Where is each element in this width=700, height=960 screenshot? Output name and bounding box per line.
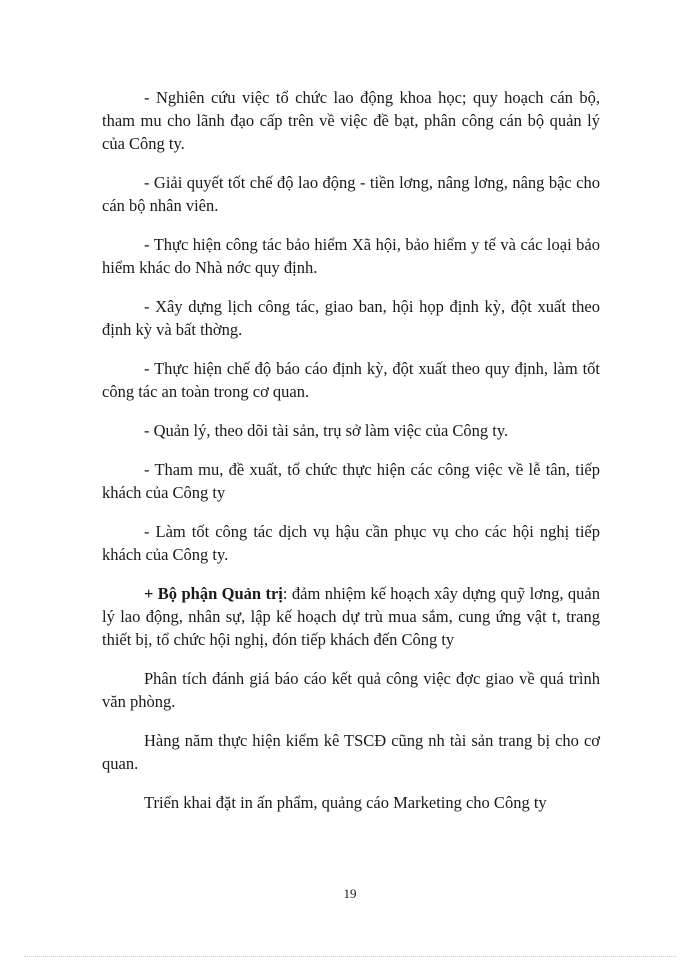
paragraph-12: Triển khai đặt in ấn phẩm, quảng cáo Marketing cho Công ty (144, 793, 547, 812)
page-number: 19 (343, 886, 357, 901)
paragraph-11: Hàng năm thực hiện kiểm kê TSCĐ cũng nh tài sản trang bị cho cơ quan. (102, 731, 600, 773)
paragraph-quantri (102, 582, 600, 651)
paragraph-8: - Làm tốt công tác dịch vụ hậu cần phục vụ cho các hội nghị tiếp khách của Công ty. (102, 522, 600, 564)
document-body (102, 86, 600, 830)
paragraph-7: - Tham mu, đề xuất, tổ chức thực hiện các công việc về lễ tân, tiếp khách của Công ty (102, 460, 600, 502)
paragraph-5: - Thực hiện chế độ báo cáo định kỳ, đột xuất theo quy định, làm tốt công tác an toàn trong cơ quan. (102, 359, 600, 401)
paragraph-2: - Giải quyết tốt chế độ lao động - tiền lơng, nâng lơng, nâng bậc cho cán bộ nhân viên. (102, 173, 600, 215)
paragraph-6: - Quản lý, theo dõi tài sản, trụ sở làm việc của Công ty. (144, 421, 509, 440)
paragraph-4: - Xây dựng lịch công tác, giao ban, hội họp định kỳ, đột xuất theo định kỳ và bất thờng. (102, 297, 600, 339)
paragraph-3: - Thực hiện công tác bảo hiểm Xã hội, bảo hiểm y tế và các loại bảo hiểm khác do Nhà nớc quy định. (102, 235, 600, 277)
paragraph-1: - Nghiên cứu việc tổ chức lao động khoa học; quy hoạch cán bộ, tham mu cho lãnh đạo cấp trên về việc đề bạt, phân công cán bộ quản lý của Công ty. (102, 88, 600, 153)
quantri-heading: + Bộ phận Quản trị (144, 584, 283, 603)
quantri-body: : đảm nhiệm kế hoạch xây dựng quỹ lơng, quản lý lao động, nhân sự, lập kế hoạch dự trù mua sắm, cung ứng vật t, trang thiết bị, tổ chức hội nghị, đón tiếp khách đến Công ty (102, 584, 600, 649)
page-bottom-divider (24, 956, 676, 957)
paragraph-10: Phân tích đánh giá báo cáo kết quả công việc đợc giao về quá trình văn phòng. (102, 669, 600, 711)
